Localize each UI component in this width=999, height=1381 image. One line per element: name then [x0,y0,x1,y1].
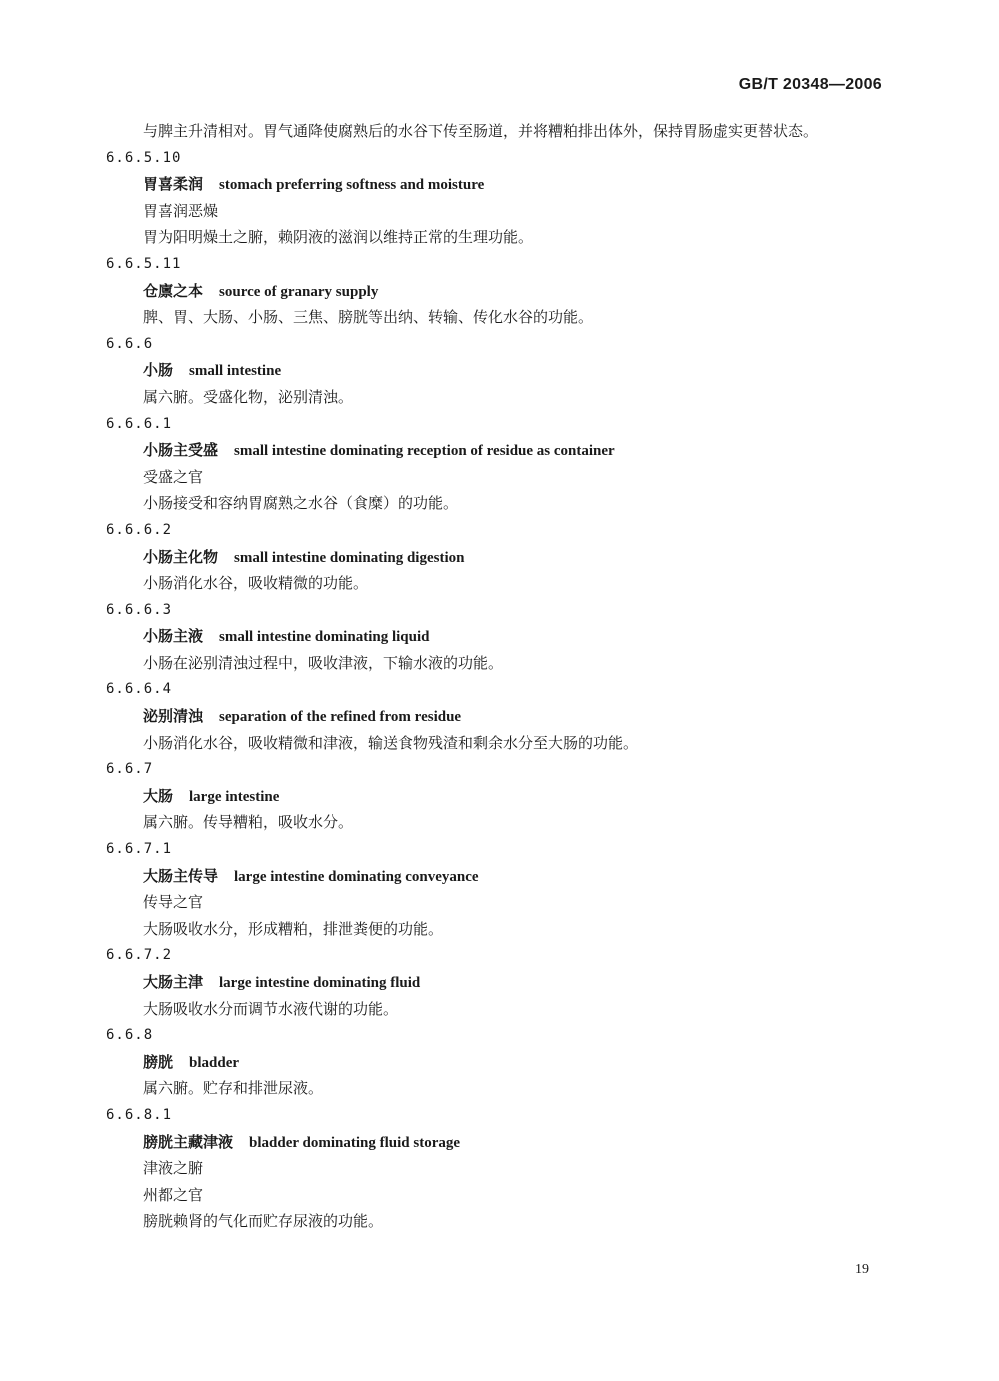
term-heading [106,278,884,305]
entry-6-6-7 [106,756,884,836]
term-chinese: 大肠 [143,786,174,805]
entry-6-6-6-3 [106,597,884,677]
entry-6-6-6-1 [106,411,884,517]
definition-line: 大肠吸收水分，形成糟粕，排泄粪便的功能。 [143,919,444,938]
term-chinese: 膀胱主藏津液 [143,1132,234,1151]
definition-line: 小肠在泌别清浊过程中，吸收津液，下输水液的功能。 [143,653,504,672]
term-chinese: 胃喜柔润 [143,175,204,194]
entry-6-6-5-10 [106,145,884,251]
document-body [106,118,884,1235]
entry-6-6-7-1 [106,836,884,942]
section-number: 6.6.8.1 [106,1106,173,1123]
term-chinese: 仓廪之本 [143,281,204,300]
section-number: 6.6.6.1 [106,415,173,432]
term-chinese: 泌别清浊 [143,707,204,726]
entry-6-6-6 [106,331,884,411]
section-number: 6.6.5.11 [106,255,182,272]
section-number: 6.6.7 [106,761,154,778]
definition-line: 传导之官 [143,893,204,912]
definition-line: 受盛之官 [143,467,204,486]
definition-line: 津液之腑 [143,1159,204,1178]
term-english: small intestine dominating digestion [234,549,465,566]
definition-line: 胃喜润恶燥 [143,201,219,220]
term-chinese: 膀胱 [143,1052,174,1071]
definition-line: 胃为阳明燥土之腑，赖阴液的滋润以维持正常的生理功能。 [143,228,534,247]
term-english: separation of the refined from residue [219,709,462,726]
entry-6-6-6-4 [106,676,884,756]
section-number: 6.6.6.4 [106,681,173,698]
term-heading [106,1129,884,1156]
term-english: small intestine [189,363,282,380]
standard-number: GB/T 20348—2006 [738,76,882,93]
section-number: 6.6.6 [106,335,154,352]
definition-line: 州都之官 [143,1185,204,1204]
term-english: bladder [189,1054,240,1071]
term-heading [106,171,884,198]
entry-6-6-6-2 [106,517,884,597]
section-number: 6.6.6.2 [106,521,173,538]
term-chinese: 大肠主传导 [143,866,219,885]
definition-line: 小肠消化水谷，吸收精微和津液，输送食物残渣和剩余水分至大肠的功能。 [143,733,639,752]
definition-line: 属六腑。受盛化物，泌别清浊。 [143,387,354,406]
term-heading [106,357,884,384]
term-heading [106,1049,884,1076]
term-heading [106,437,884,464]
entry-6-6-8 [106,1022,884,1102]
term-chinese: 小肠主液 [143,627,204,646]
term-english: stomach preferring softness and moisture [219,177,485,194]
section-number: 6.6.7.1 [106,841,173,858]
term-heading [106,863,884,890]
term-english: small intestine dominating reception of residue as container [234,443,615,460]
term-english: source of granary supply [219,283,379,300]
term-heading [106,623,884,650]
page-number: 19 [855,1262,869,1277]
intro-paragraph: 与脾主升清相对。胃气通降使腐熟后的水谷下传至肠道，并将糟粕排出体外，保持胃肠虚实更替状态。 [143,122,819,140]
term-heading [106,783,884,810]
term-english: large intestine dominating fluid [219,975,421,991]
term-english: bladder dominating fluid storage [249,1134,461,1151]
definition-line: 小肠接受和容纳胃腐熟之水谷（食糜）的功能。 [143,494,459,513]
definition-line: 大肠吸收水分而调节水液代谢的功能。 [143,999,399,1018]
term-chinese: 小肠主化物 [143,547,219,566]
term-chinese: 大肠主津 [143,973,204,991]
entry-6-6-7-2 [106,942,884,1022]
definition-line: 膀胱赖肾的气化而贮存尿液的功能。 [143,1212,384,1231]
term-english: large intestine [189,788,280,805]
entry-6-6-8-1 [106,1102,884,1235]
term-english: small intestine dominating liquid [219,629,430,646]
term-heading [106,703,884,730]
definition-line: 属六腑。传导糟粕，吸收水分。 [143,813,354,832]
section-number: 6.6.7.2 [106,947,173,964]
section-number: 6.6.5.10 [106,149,182,166]
definition-line: 小肠消化水谷，吸收精微的功能。 [143,574,369,593]
entry-6-6-5-11 [106,251,884,331]
section-number: 6.6.8 [106,1027,154,1044]
term-english: large intestine dominating conveyance [234,868,479,885]
section-number: 6.6.6.3 [106,601,173,618]
term-heading [106,969,884,996]
entry-list [106,145,884,1235]
term-heading [106,544,884,571]
term-chinese: 小肠主受盛 [143,441,219,460]
definition-line: 脾、胃、大肠、小肠、三焦、膀胱等出纳、转输、传化水谷的功能。 [143,308,594,327]
term-chinese: 小肠 [143,361,174,380]
definition-line: 属六腑。贮存和排泄尿液。 [143,1079,324,1098]
